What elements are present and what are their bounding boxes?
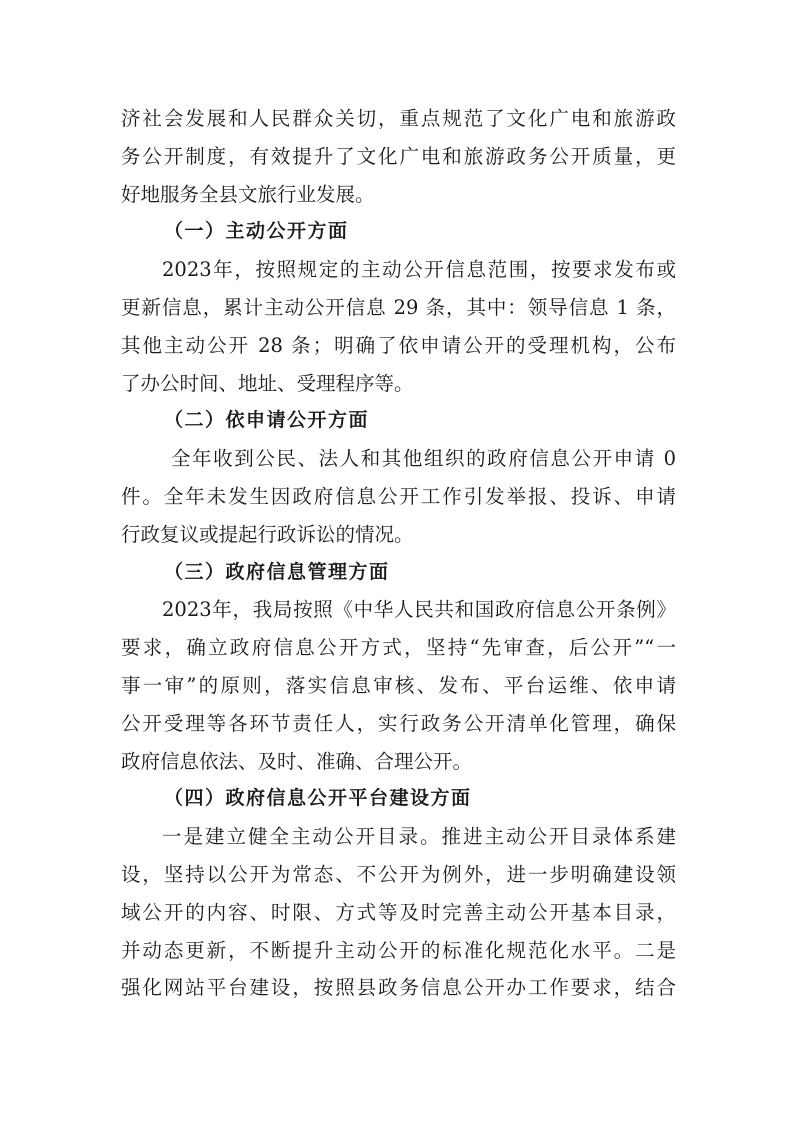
section-heading-2: （二）依申请公开方面 <box>164 409 370 432</box>
section-heading-3: （三）政府信息管理方面 <box>164 560 390 583</box>
paragraph-line: 好地服务全县文旅行业发展。 <box>121 182 375 206</box>
paragraph-line: 2023年，我局按照《中华人民共和国政府信息公开条例》 <box>162 598 676 622</box>
section-heading-1: （一）主动公开方面 <box>164 220 349 243</box>
paragraph-line: 件。全年未发生因政府信息公开工作引发举报、投诉、申请 <box>121 484 676 508</box>
paragraph-line: 务公开制度，有效提升了文化广电和旅游政务公开质量，更 <box>121 144 676 168</box>
paragraph-line: 更新信息，累计主动公开信息 29 条，其中：领导信息 1 条， <box>121 295 676 319</box>
paragraph-line: 设，坚持以公开为常态、不公开为例外，进一步明确建设领 <box>121 862 676 886</box>
paragraph-line: 事一审”的原则，落实信息审核、发布、平台运维、依申请 <box>121 673 676 697</box>
paragraph-line: 政府信息依法、及时、准确、合理公开。 <box>121 749 473 773</box>
paragraph-line: 济社会发展和人民群众关切，重点规范了文化广电和旅游政 <box>121 107 676 130</box>
paragraph-line: 其他主动公开 28 条；明确了依申请公开的受理机构，公布 <box>121 333 676 357</box>
paragraph-line: 公开受理等各环节责任人，实行政务公开清单化管理，确保 <box>121 711 676 735</box>
paragraph-line: 行政复议或提起行政诉讼的情况。 <box>121 522 414 546</box>
section-heading-4: （四）政府信息公开平台建设方面 <box>164 787 472 810</box>
paragraph-line: 2023年，按照规定的主动公开信息范围，按要求发布或 <box>162 258 676 282</box>
paragraph-line: 强化网站平台建设，按照县政务信息公开办工作要求，结合 <box>121 976 676 1000</box>
paragraph-line: 要求，确立政府信息公开方式，坚持“先审查，后公开”“一 <box>121 636 676 660</box>
paragraph-line: 并动态更新，不断提升主动公开的标准化规范化水平。二是 <box>121 938 676 962</box>
paragraph-line: 全年收到公民、法人和其他组织的政府信息公开申请 0 <box>171 447 676 471</box>
paragraph-line: 域公开的内容、时限、方式等及时完善主动公开基本目录， <box>121 900 676 924</box>
paragraph-line: 一是建立健全主动公开目录。推进主动公开目录体系建 <box>162 825 676 849</box>
paragraph-line: 了办公时间、地址、受理程序等。 <box>121 371 414 395</box>
document-body <box>121 100 676 1007</box>
